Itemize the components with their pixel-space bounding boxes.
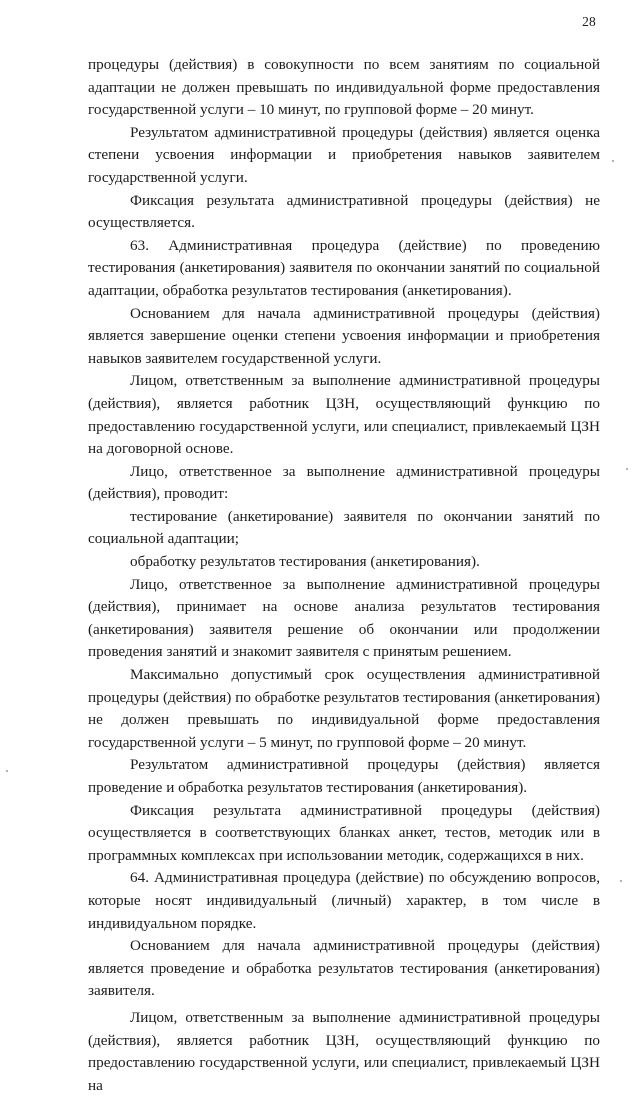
scan-speck — [626, 468, 628, 470]
scan-speck — [620, 880, 622, 882]
paragraph: Лицо, ответственное за выполнение административной процедуры (действия), проводит: — [88, 462, 600, 503]
paragraph: Результатом административной процедуры (действия) является оценка степени усвоения информации и приобретения навыков заявителем государственной услуги. — [88, 123, 600, 186]
paragraph: Фиксация результата административной процедуры (действия) не осуществляется. — [88, 191, 600, 232]
paragraph: Фиксация результата административной процедуры (действия) осуществляется в соответствующих бланках анкет, тестов, методик или в программных комплексах при использовании методик, содержащихся в них. — [88, 801, 600, 864]
section-heading-64: 64. Административная процедура (действие) по обсуждению вопросов, которые носят индивидуальный (личный) характер, в том числе в индивидуальном порядке. — [88, 869, 600, 932]
list-item: тестирование (анкетирование) заявителя по окончании занятий по социальной адаптации; — [88, 507, 600, 548]
page-number: 28 — [582, 14, 596, 29]
paragraph: Лицом, ответственным за выполнение административной процедуры (действия), является работник ЦЗН, осуществляющий функцию по предоставлению государственной услуги, или специалист, привлекаемый ЦЗН на — [88, 1008, 600, 1094]
paragraph: Основанием для начала административной процедуры (действия) является завершение оценки степени усвоения информации и приобретения навыков заявителем государственной услуги. — [88, 304, 600, 367]
document-body — [88, 54, 600, 1097]
section-heading-63: 63. Административная процедура (действие) по проведению тестирования (анкетирования) заявителя по окончании занятий по социальной адаптации, обработка результатов тестирования (анкетирования). — [88, 236, 600, 299]
list-item: обработку результатов тестирования (анкетирования). — [130, 553, 480, 571]
paragraph: Результатом административной процедуры (действия) является проведение и обработка результатов тестирования (анкетирования). — [88, 756, 600, 796]
scan-speck — [6, 770, 8, 772]
scan-speck — [612, 160, 614, 162]
paragraph: Максимально допустимый срок осуществления административной процедуры (действия) по обработке результатов тестирования (анкетирования) не должен превышать по индивидуальной форме предоставления государственной услуги – 5 минут, по групповой форме – 20 минут. — [88, 666, 600, 751]
paragraph-continued: процедуры (действия) в совокупности по всем занятиям по социальной адаптации не должен превышать по индивидуальной форме предоставления государственной услуги – 10 минут, по групповой форме – 20 минут. — [88, 56, 600, 119]
paragraph: Лицом, ответственным за выполнение административной процедуры (действия), является работник ЦЗН, осуществляющий функцию по предоставлению государственной услуги, или специалист, привлекаемый ЦЗН на договорной основе. — [88, 372, 600, 458]
paragraph: Основанием для начала административной процедуры (действия) является проведение и обработка результатов тестирования (анкетирования) заявителя. — [88, 937, 600, 1000]
paragraph: Лицо, ответственное за выполнение административной процедуры (действия), принимает на основе анализа результатов тестирования (анкетирования) заявителя решение об окончании или продолжении проведения занятий и знакомит заявителя с принятым решением. — [88, 575, 600, 661]
